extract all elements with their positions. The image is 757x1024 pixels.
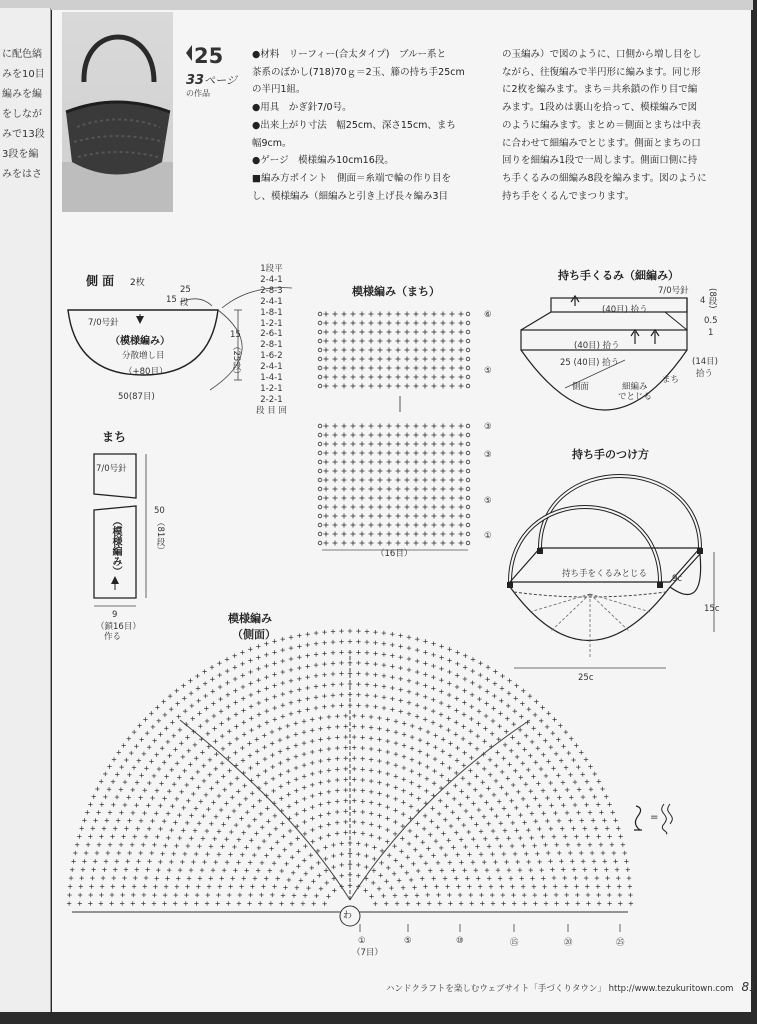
stitch-legend <box>630 800 690 840</box>
row-table-entry: 1-2-1 <box>260 318 283 329</box>
handle-wrap-pick-bottom: 25 (40目) 拾う <box>560 358 620 368</box>
left-page-line: に配色縞 <box>2 49 42 60</box>
row-table-entry: 段 目 回 <box>256 405 287 416</box>
handle-wrap-side: 側面 <box>572 382 590 392</box>
handle-wrap-pick-side: 拾う <box>696 369 714 379</box>
instruction-line: 幅9cm。 <box>252 137 292 149</box>
side-increase-count: （+80目） <box>124 367 168 377</box>
side-increase-lines <box>180 650 530 900</box>
gusset-length-rows: （81段） <box>155 518 165 555</box>
instruction-line: ●用具 かぎ針7/0号。 <box>252 102 352 114</box>
left-page-line: をしなが <box>2 109 42 120</box>
left-page-line: みをはさ <box>2 169 42 180</box>
handle-attach-gusset: 9c <box>672 574 683 584</box>
handle-attach-depth: 15c <box>704 604 720 614</box>
gusset-row-marker: ③ <box>484 450 492 460</box>
side-width-sts: 15 <box>166 295 177 305</box>
work-label: の作品 <box>186 89 210 98</box>
pattern-number-text: 25 <box>194 44 224 68</box>
instruction-line: ■編み方ポイント 側面＝糸端で輪の作り目を <box>252 172 451 184</box>
side-chart-row-marker: ㉕ <box>616 938 625 948</box>
gusset-chart-title: 模様編み（まち） <box>352 285 440 298</box>
gusset-chain: （鎖16目） <box>96 622 141 632</box>
instruction-line: ●ゲージ 模様編み10cm16段。 <box>252 155 394 167</box>
gusset-row-marker: ① <box>484 531 492 541</box>
gusset-row-marker: ③ <box>484 422 492 432</box>
instruction-line: の玉編み）で図のように、口側から増し目をし <box>502 49 702 60</box>
instruction-line: に2枚を編みます。まち＝共糸鎖の作り目で編 <box>502 84 698 96</box>
left-page-line: 3段を編 <box>2 149 39 160</box>
row-table-entry: 2-4-1 <box>260 296 283 307</box>
handle-wrap-pick-mid: (40目) 拾う <box>574 341 620 351</box>
side-chart-row-marker: ⑤ <box>404 936 412 946</box>
row-table-entry: 2-8-1 <box>260 340 283 351</box>
handle-wrap-join2: でとじる <box>618 392 653 402</box>
handle-wrap-dim-1: 1 <box>708 328 714 338</box>
gusset-row-marker: ⑤ <box>484 496 492 506</box>
instruction-line: みます。1段めは裏山を拾って、模様編みで図 <box>502 102 698 114</box>
instruction-line: のように編みます。まとめ＝側面とまちは中表 <box>502 119 701 131</box>
row-table-entry: 2-6-1 <box>260 329 283 340</box>
handle-wrap-title: 持ち手くるみ（細編み） <box>558 269 679 282</box>
side-pattern-label: （模様編み） <box>110 336 170 347</box>
row-table-entry: 1-6-2 <box>260 351 283 362</box>
handle-attach-note: 持ち手をくるみとじる <box>562 569 648 579</box>
row-table-entry: 2-4-1 <box>260 274 283 285</box>
handle-wrap-needle: 7/0号針 <box>658 286 689 296</box>
gusset-chart-stitch-count: （16目） <box>376 549 413 559</box>
side-depth-cm: 15 <box>230 330 241 340</box>
footer <box>386 980 757 994</box>
handle-wrap-dim-4: 4 <box>700 296 706 306</box>
side-needle: 7/0号針 <box>88 318 119 328</box>
side-chart-ring: わ <box>343 911 353 921</box>
side-chart-title: 模様編み <box>228 612 272 625</box>
instruction-line: ●出来上がり寸法 幅25cm、深さ15cm、まち <box>252 119 456 131</box>
instruction-line: ち手くるみの細編み8段を編みます。図のように <box>502 172 707 184</box>
row-table-entry: 1段平 <box>260 264 283 274</box>
instruction-line: 回りを細編み1段で一周します。側面口側に持 <box>502 155 698 167</box>
handle-wrap-join: 細編み <box>622 382 648 392</box>
left-page-line: 編みを編 <box>2 89 42 100</box>
row-arrows <box>360 924 620 932</box>
handle-attach-width: 25c <box>578 673 594 683</box>
side-diagram-title: 側 面 <box>86 274 115 288</box>
gusset-length-cm: 50 <box>154 506 165 516</box>
handle-wrap-sts: (14目) <box>692 357 718 367</box>
side-chart-row-marker: ⑳ <box>564 938 573 948</box>
left-page-line: みを10目 <box>2 69 45 80</box>
gusset-needle: 7/0号針 <box>96 464 127 474</box>
gusset-diagram-title: まち <box>102 430 127 444</box>
row-table-entry: 1-8-1 <box>260 307 283 318</box>
page-reference-unit: ページ <box>204 74 237 87</box>
instruction-line: に合わせて細編みでとじます。側面とまちの口 <box>502 137 701 149</box>
legend-equals: = <box>650 812 659 823</box>
instruction-line: の半円1組。 <box>252 84 306 96</box>
row-table-entry: 2-2-1 <box>260 394 283 405</box>
instruction-line: し、模様編み（細編みと引き上げ長々編み3目 <box>252 190 449 202</box>
side-chart-center-count: （7目） <box>352 948 383 958</box>
left-page-line: みで13段 <box>2 129 45 140</box>
footer-text: ハンドクラフトを楽しむウェブサイト「手づくりタウン」 http://www.tezukuritown.com <box>386 984 734 994</box>
page-number: 81 <box>741 980 757 994</box>
page-reference-number: 33 <box>186 73 205 88</box>
side-depth-rows: （25段） <box>231 342 241 379</box>
instruction-line: 持ち手をくるんでまつります。 <box>502 190 635 202</box>
gusset-pattern-label: （模様編み） <box>110 516 121 576</box>
gusset-width-cm: 9 <box>112 610 118 620</box>
side-bottom-measure: 50(87目) <box>118 392 155 402</box>
handle-wrap-dim-05: 0.5 <box>704 316 718 326</box>
gusset-row-marker: ⑤ <box>484 366 492 376</box>
side-width-cm: 25 <box>180 285 191 295</box>
instruction-line: ながら、往復編みで半円形に編みます。同じ形 <box>502 66 701 78</box>
gusset-make: 作る <box>104 632 122 642</box>
side-chart-row-marker: ① <box>358 936 366 946</box>
row-table-entry: 2-4-1 <box>260 362 283 373</box>
side-chart-row-marker: ⑮ <box>510 938 519 948</box>
row-table-entry: 1-4-1 <box>260 373 283 384</box>
row-table-entry: 1-2-1 <box>260 383 283 394</box>
side-chart-row-marker: ⑩ <box>456 936 464 946</box>
handle-wrap-gusset: まち <box>662 375 680 385</box>
handle-wrap-rows: (8段) <box>707 288 717 309</box>
side-chart-subtitle: （側面） <box>232 628 276 641</box>
handle-wrap-pick-top: (40目) 拾う <box>602 305 648 315</box>
row-table-entry: 2-8-3 <box>260 285 283 296</box>
handle-attach-title: 持ち手のつけ方 <box>572 448 649 461</box>
instruction-line: 茶系のぼかし(718)70ｇ＝2玉、籐の持ち手25cm <box>252 66 465 78</box>
gusset-row-marker: ⑥ <box>484 310 492 320</box>
side-width-unit: 段 <box>180 298 189 308</box>
instruction-line: ●材料 リーフィー(合太タイプ) ブルー系と <box>252 49 447 60</box>
side-increase-note: 分散増し目 <box>122 351 165 361</box>
side-count: 2枚 <box>130 278 145 288</box>
